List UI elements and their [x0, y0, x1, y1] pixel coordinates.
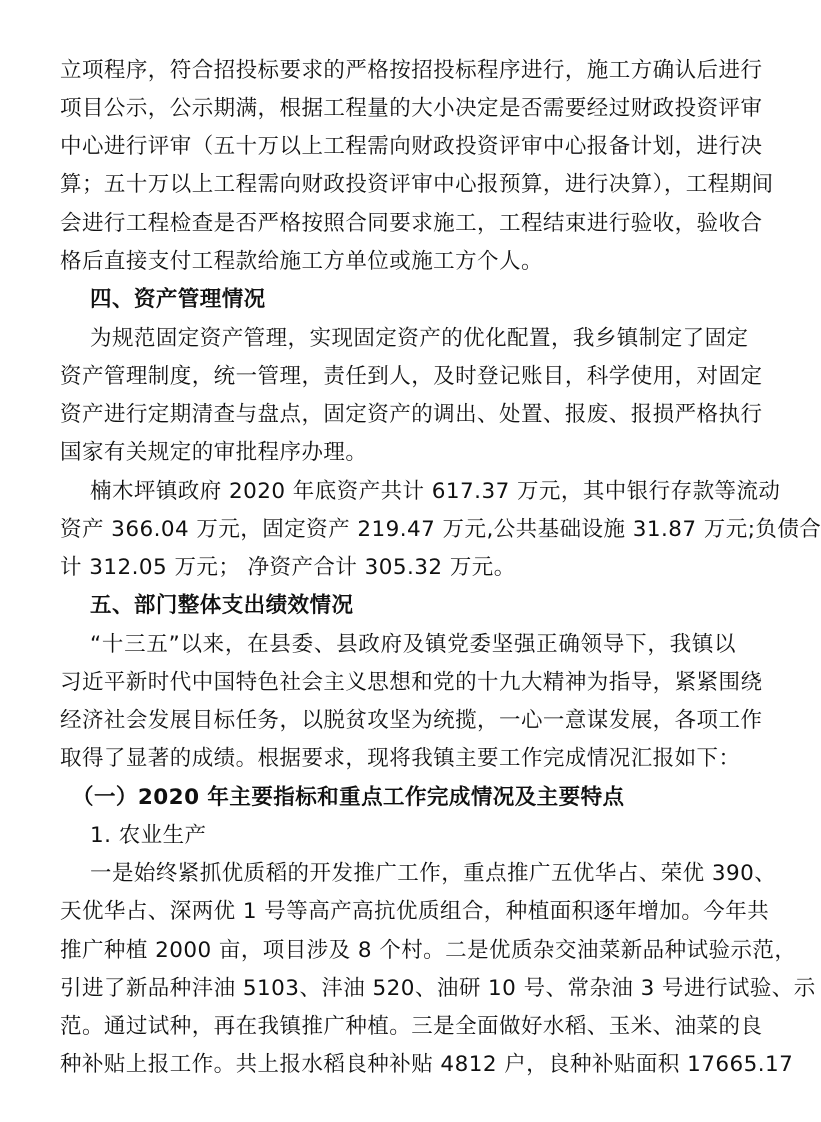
subsection-heading-2020-indicators: （一）2020 年主要指标和重点工作完成情况及主要特点	[72, 785, 625, 810]
body-text-line: 引进了新品种沣油 5103、沣油 520、油研 10 号、常杂油 3 号进行试验、示	[60, 976, 816, 1001]
body-text-line: 习近平新时代中国特色社会主义思想和党的十九大精神为指导，紧紧围绕	[60, 670, 763, 695]
body-text-line: 资产管理制度，统一管理，责任到人，及时登记账目，科学使用，对固定	[60, 364, 763, 389]
body-text-line: 格后直接支付工程款给施工方单位或施工方个人。	[60, 249, 543, 274]
body-text-line: 种补贴上报工作。共上报水稻良种补贴 4812 户，良种补贴面积 17665.17	[60, 1052, 794, 1077]
body-text-line: 立项程序，符合招投标要求的严格按招投标程序进行，施工方确认后进行	[60, 58, 763, 83]
body-text-line: 天优华占、深两优 1 号等高产高抗优质组合，种植面积逐年增加。今年共	[60, 899, 770, 924]
section-heading-expenditure-performance: 五、部门整体支出绩效情况	[90, 593, 354, 618]
body-text-line: 资产进行定期清查与盘点，固定资产的调出、处置、报废、报损严格执行	[60, 402, 763, 427]
body-text-line: 国家有关规定的审批程序办理。	[60, 440, 368, 465]
body-text-line: 中心进行评审（五十万以上工程需向财政投资评审中心报备计划，进行决	[60, 134, 763, 159]
body-text-line: 项目公示，公示期满，根据工程量的大小决定是否需要经过财政投资评审	[60, 96, 763, 121]
body-text-line: 资产 366.04 万元，固定资产 219.47 万元,公共基础设施 31.87 万元;负债合	[60, 517, 821, 542]
body-text-line: “十三五”以来，在县委、县政府及镇党委坚强正确领导下，我镇以	[90, 632, 736, 657]
body-text-line: 推广种植 2000 亩，项目涉及 8 个村。二是优质杂交油菜新品种试验示范，	[60, 938, 797, 963]
body-text-line: 算；五十万以上工程需向财政投资评审中心报预算，进行决算），工程期间	[60, 172, 774, 197]
section-heading-asset-management: 四、资产管理情况	[90, 287, 266, 312]
body-text-line: 计 312.05 万元； 净资产合计 305.32 万元。	[60, 555, 516, 580]
body-text-line: 楠木坪镇政府 2020 年底资产共计 617.37 万元，其中银行存款等流动	[90, 479, 781, 504]
body-text-line: 会进行工程检查是否严格按照合同要求施工，工程结束进行验收，验收合	[60, 211, 763, 236]
body-text-line: 范。通过试种，再在我镇推广种植。三是全面做好水稻、玉米、油菜的良	[60, 1014, 763, 1039]
body-text-line: 取得了显著的成绩。根据要求，现将我镇主要工作完成情况汇报如下：	[60, 746, 741, 771]
item-heading-agricultural-production: 1. 农业生产	[90, 823, 207, 848]
body-text-line: 为规范固定资产管理，实现固定资产的优化配置，我乡镇制定了固定	[90, 326, 749, 351]
body-text-line: 经济社会发展目标任务，以脱贫攻坚为统揽，一心一意谋发展，各项工作	[60, 708, 763, 733]
body-text-line: 一是始终紧抓优质稻的开发推广工作，重点推广五优华占、荣优 390、	[90, 861, 777, 886]
